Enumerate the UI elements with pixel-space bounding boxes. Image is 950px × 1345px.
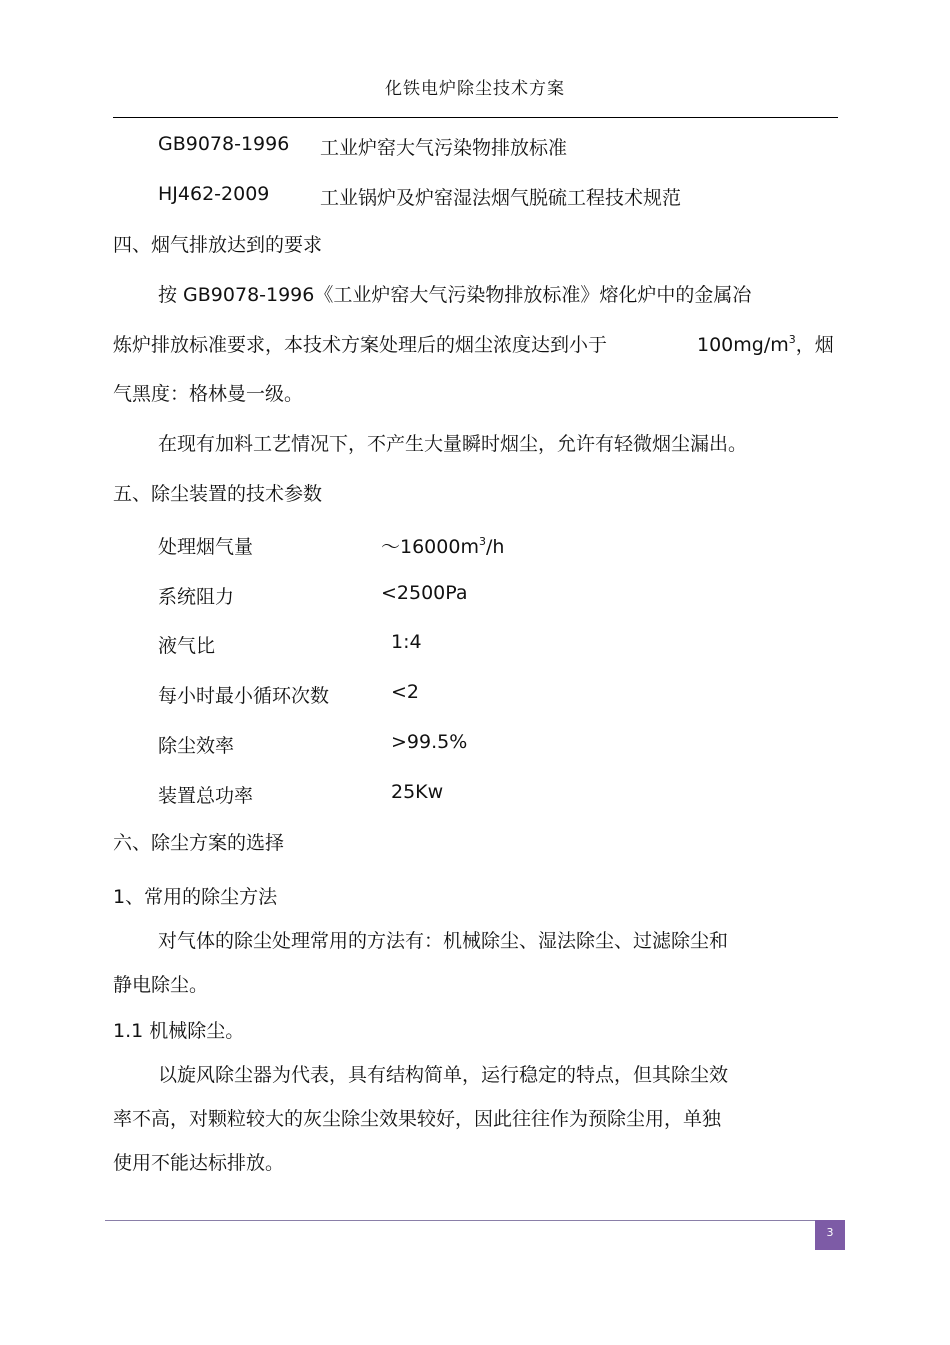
param-label: 系统阻力 (158, 586, 235, 608)
param-value: >99.5% (391, 731, 468, 753)
param-value: <2 (391, 681, 420, 703)
paragraph-line: 按 GB9078-1996《工业炉窑大气污染物排放标准》熔化炉中的金属冶 (158, 284, 752, 306)
paragraph-line: 在现有加料工艺情况下，不产生大量瞬时烟尘，允许有轻微烟尘漏出。 (158, 433, 748, 455)
section-heading: 六、除尘方案的选择 (113, 832, 285, 854)
param-value-unit: /h (485, 536, 505, 558)
concentration-number: 100mg/m (697, 334, 789, 356)
standard-name: 工业锅炉及炉窑湿法烟气脱硫工程技术规范 (320, 187, 682, 209)
paragraph-line: 炼炉排放标准要求，本技术方案处理后的烟尘浓度达到小于 (113, 334, 608, 356)
footer-rule (105, 1220, 815, 1221)
standard-name: 工业炉窑大气污染物排放标准 (320, 137, 568, 159)
standard-code: GB9078-1996 (158, 133, 290, 155)
subsection-heading: 1、常用的除尘方法 (113, 886, 278, 908)
param-label: 装置总功率 (158, 785, 254, 807)
header-rule (113, 117, 838, 118)
page-header-title: 化铁电炉除尘技术方案 (385, 79, 565, 99)
param-value-number: ～16000m (381, 536, 479, 558)
standard-code: HJ462-2009 (158, 183, 270, 205)
paragraph-line: 使用不能达标排放。 (113, 1152, 285, 1174)
superscript: 3 (788, 333, 796, 346)
page-number-badge: 3 (815, 1220, 845, 1250)
param-label: 处理烟气量 (158, 536, 254, 558)
param-value: <2500Pa (381, 582, 468, 604)
param-value (381, 532, 504, 559)
paragraph-fragment: ，烟 (795, 334, 834, 356)
subsection-heading: 1.1 机械除尘。 (113, 1020, 245, 1042)
section-heading: 五、除尘装置的技术参数 (113, 483, 323, 505)
paragraph-line: 静电除尘。 (113, 974, 209, 996)
param-label: 液气比 (158, 635, 216, 657)
concentration-value (697, 332, 834, 358)
paragraph-line: 气黑度：格林曼一级。 (113, 383, 304, 405)
paragraph-line: 率不高，对颗粒较大的灰尘除尘效果较好，因此往往作为预除尘用，单独 (113, 1108, 722, 1130)
param-label: 每小时最小循环次数 (158, 685, 330, 707)
superscript: 3 (478, 535, 486, 548)
param-value: 1:4 (391, 631, 422, 653)
paragraph-line: 对气体的除尘处理常用的方法有：机械除尘、湿法除尘、过滤除尘和 (158, 930, 729, 952)
section-heading: 四、烟气排放达到的要求 (113, 234, 323, 256)
paragraph-line: 以旋风除尘器为代表，具有结构简单，运行稳定的特点，但其除尘效 (158, 1064, 729, 1086)
param-value: 25Kw (391, 781, 444, 803)
param-label: 除尘效率 (158, 735, 235, 757)
